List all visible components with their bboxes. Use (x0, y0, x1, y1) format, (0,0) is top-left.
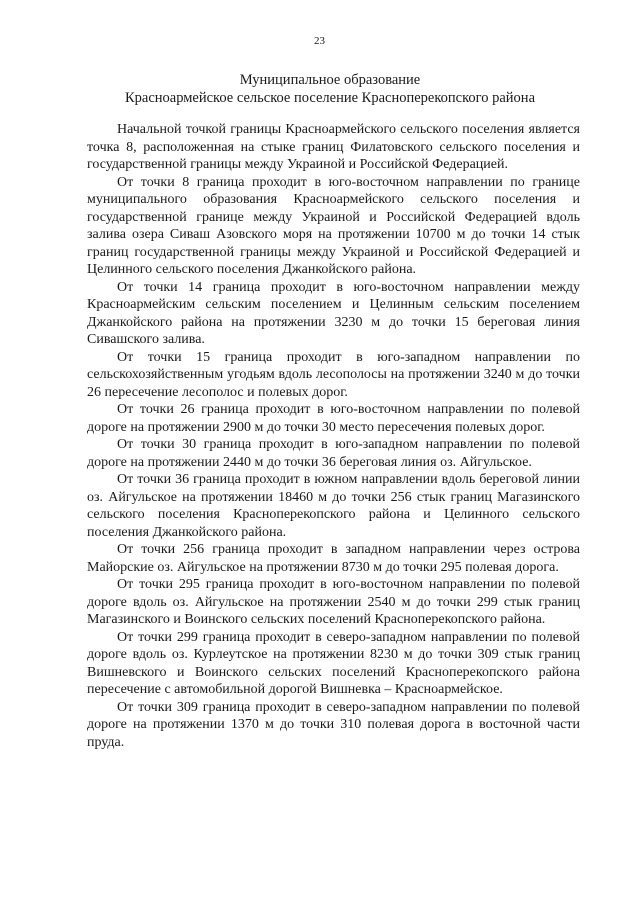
paragraph: От точки 309 граница проходит в северо-западном направлении по полевой дороге на протяжении 1370 м до точки 310 полевая дорога в восточной части пруда. (87, 699, 580, 750)
paragraph: От точки 295 граница проходит в юго-восточном направлении по полевой дороге вдоль оз. Айгульское на протяжении 2540 м до точки 299 стык границ Магазинского и Воинского сельских поселений Красноперекопского района. (87, 577, 580, 627)
paragraph: От точки 30 граница проходит в юго-западном направлении по полевой дороге на протяжении 2440 м до точки 36 береговая линия оз. Айгульское. (87, 437, 580, 470)
paragraph: От точки 299 граница проходит в северо-западном направлении по полевой дороге вдоль оз. Курлеутское на протяжении 8230 м до точки 309 стык границ Вишневского и Воинского сельских поселений Красноперекопского района пересечение с автомобильной дорогой Вишневка – Красноармейское. (87, 629, 580, 697)
paragraph: От точки 26 граница проходит в юго-восточном направлении по полевой дороге на протяжении 2900 м до точки 30 место пересечения полевых дорог. (87, 402, 580, 435)
paragraph: От точки 36 граница проходит в южном направлении вдоль береговой линии оз. Айгульское на протяжении 18460 м до точки 256 стык границ Магазинского сельского поселения Красноперекопского района и Целинного сельского поселения Джанкойского района. (87, 472, 580, 540)
paragraph: Начальной точкой границы Красноармейского сельского поселения является точка 8, расположенная на стыке границ Филатовского сельского поселения и государственной границы между Украиной и Российской Федерацией. (87, 122, 580, 172)
page-number: 23 (314, 35, 325, 47)
paragraph: От точки 256 граница проходит в западном направлении через острова Майорские оз. Айгульское на протяжении 8730 м до точки 295 полевая дорога. (87, 542, 580, 575)
heading-line-2: Красноармейское сельское поселение Красноперекопского района (124, 89, 536, 106)
document-heading (80, 72, 580, 107)
paragraph: От точки 15 граница проходит в юго-западном направлении по сельскохозяйственным угодьям вдоль лесополосы на протяжении 3240 м до точки 26 пересечение лесополос и полевых дорог. (87, 349, 580, 400)
heading-line-1: Муниципальное образование (239, 72, 421, 88)
document-body (87, 121, 580, 751)
paragraph: От точки 8 граница проходит в юго-восточном направлении по границе муниципального образования Красноармейского сельского поселения и государственной границе между Украиной и Российской Федерацией вдоль залива озера Сиваш Азовского моря на протяжении 10700 м до точки 14 стык границ государственной границы между Украиной и Российской Федерацией и Целинного сельского поселения Джанкойского района. (87, 174, 580, 277)
paragraph: От точки 14 граница проходит в юго-восточном направлении между Красноармейским сельским поселением и Целинным сельским поселением Джанкойского района на протяжении 3230 м до точки 15 береговая линия Сивашского залива. (87, 279, 580, 347)
